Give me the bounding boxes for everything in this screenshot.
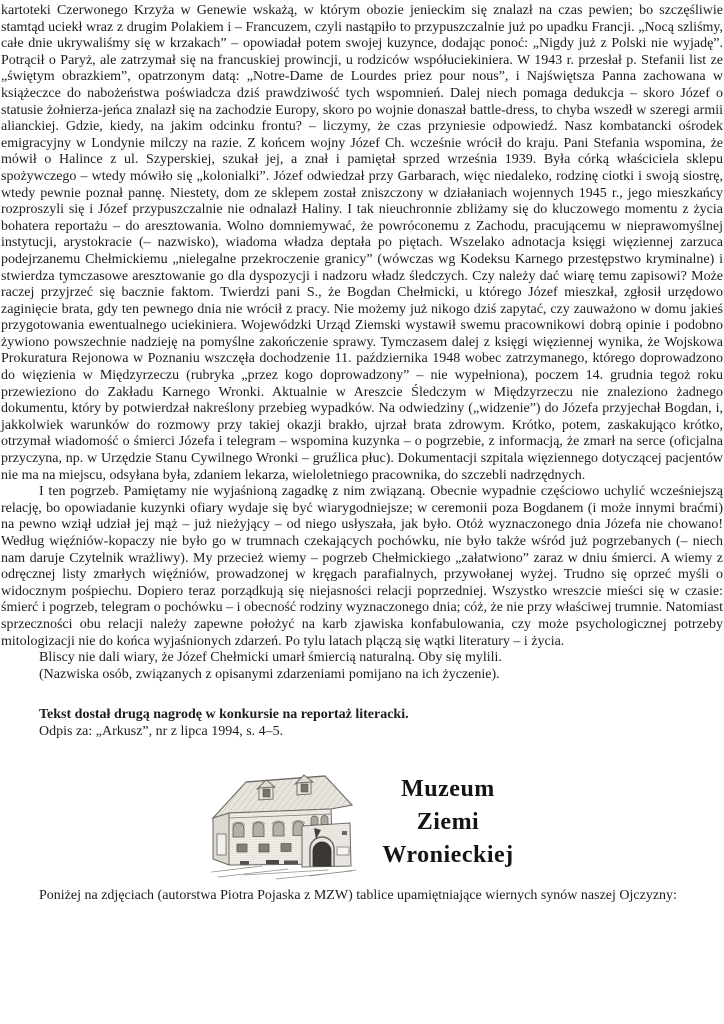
- paragraph-continuation: kartoteki Czerwonego Krzyża w Genewie wskażą, w którym obozie jenieckim się znalazł na czas pewien; bo szczęśliwie stamtąd uciekł wraz z drugim Polakiem i – Francuzem, czyli nastąpiło to przypuszczalnie już po upadku Francji. „Nocą szliśmy, całe dnie ukrywaliśmy się w krzakach” – opowiadał potem swojej kuzynce, dodając ponoć: „Nigdy już z Polski nie wyjadę”. Potrącił o Paryż, ale zatrzymał się na francuskiej prowincji, u rodziców współuciekiniera. W 1943 r. przesłał p. Stefanii list ze „świętym obrazkiem”, opatrzonym datą: „Notre-Dame de Lourdes priez pour nous”, i Najświętsza Panna zachowana w książeczce do nabożeństwa poświadcza dziś prawdziwość tych wspomnień. Dalej niech pomaga dedukcja – skoro Józef o statusie żołnierza-jeńca znalazł się na zachodzie Europy, skoro po wojnie donaszał battle-dress, to chyba wszedł w szeregi armii alianckiej. Gdzie, kiedy, na jakim odcinku frontu? – liczymy, że czas przyniesie odpowiedź. Nasz kombatancki ośrodek emigracyjny w Londynie milczy na razie. Z końcem wojny Józef Ch. wcześnie wrócił do kraju. Pani Stefania wspomina, że mówił o Halince z ul. Szyperskiej, szukał jej, a znał i pamiętał sprzed września 1939. Była córką właściciela sklepu spożywczego – wtedy mówiło się „kolonialki”. Józef odwiedzał przy Garbarach, więc niedaleko, rodzinę ciotki i swoją siostrę, wtedy pewnie poznał pannę. Niestety, dom ze sklepem został zniszczony w działaniach wojennych 1945 r., jego mieszkańcy rozproszyli się i Józef przypuszczalnie nie odnalazł Haliny. I tak nieuchronnie zbliżamy się do kluczowego momentu z życia bohatera reportażu – do aresztowania. Wolno domniemywać, że powróconemu z Zachodu, pracującemu w nieprawomyślnej instytucji, arystokracie (– nazwisko), wiadoma władza deptała po piętach. Wszelako adnotacja księgi więziennej zarzuca podejrzanemu Chełmickiemu „nielegalne przekroczenie granicy” (wówczas wg Kodeksu Karnego przestępstwo kryminalne) i stwierdza tymczasowe aresztowanie go dla dyspozycji i nadzoru władz śledczych. Czy należy dać wiarę temu zapisowi? Może raczej przyjrzeć się bacznie faktom. Twierdzi pani S., że Bogdan Chełmicki, u którego Józef mieszkał, zgłosił urzędowo zaginięcie brata, gdy ten pewnego dnia nie wrócił z pracy. Nie możemy już nikogo dziś zapytać, czy zauważono w domu jakieś przygotowania ewentualnego uciekiniera. Wojewódzki Urząd Ziemski wystawił swemu pracownikowi dobrą opinie i podobno żywiono powszechnie nadzieję na pomyślne zakończenie sprawy. Tymczasem dalej z księgi więziennej wynika, że Wojskowa Prokuratura Rejonowa w Poznaniu wszczęła dochodzenie 11. października 1948 wobec zatrzymanego, którego doprowadzono do więzienia w Międzyrzeczu (rubryka „przez kogo doprowadzony” – nie wypełniona), poczem 14. grudnia tegoż roku przewieziono do Zakładu Karnego Wronki. Aktualnie w Areszcie Śledczym w Międzyrzeczu nie znaleziono żadnego dokumentu, który by potwierdzał nakreślony przebieg wypadków. Na odwiedziny („widzenie”) do Józefa przyjechał Bogdan, i, jakkolwiek warunków do rozmowy przy takiej okazji brakło, ujrzał brata zdrowym. Krótko, potem, zaskakująco krótko, otrzymał wiadomość o śmierci Józefa i telegram – wspomina kuzynka – o pogrzebie, z informacją, że zmarł na serce (oficjalna przyczyna, np. w Urzędzie Stanu Cywilnego Wronki – gruźlica płuc). Dokumentacji szpitala więziennego dotyczącej pacjentów nie ma na miejscu, odsyłana była, zdaniem lekarza, wieloletniego pracownika, do szczebli nadrzędnych.: [1, 3, 723, 483]
- museum-name-line-2: Ziemi: [416, 808, 480, 835]
- paragraph-photos-intro: Poniżej na zdjęciach (autorstwa Piotra Pojaska z MZW) tablice upamiętniające wiernych synów naszej Ojczyzny:: [39, 887, 677, 903]
- paragraph-names-note: (Nazwiska osób, związanych z opisanymi zdarzeniami pomijano na ich życzenie).: [39, 666, 500, 682]
- museum-logo: [1, 771, 723, 888]
- footer-text: [1, 888, 723, 905]
- museum-name-line-3: Wronieckiej: [382, 841, 514, 868]
- museum-name: [382, 771, 513, 872]
- museum-building-illustration: [210, 771, 360, 888]
- article-text: [1, 3, 723, 741]
- museum-name-line-1: Muzeum: [401, 775, 495, 802]
- paragraph-funeral: I ten pogrzeb. Pamiętamy nie wyjaśnioną zagadkę z nim związaną. Obecnie wypadnie częściowo uchylić wcześniejszą relację, bo opowiadanie kuzynki ofiary wydaje się być wiarygodniejsze; w ceremonii poza Bogdanem (i może innymi braćmi) na pewno wziął udział jej mąż – już nieżyjący – od niego usłyszała, jak było. Otóż wyznaczonego dnia Józefa nie chowano! Według więźniów-kopaczy nie było go w trumnach czekających pochówku, nie było także wśród już pogrzebanych (– niech nam daruje Czytelnik wrażliwy). My przecież wiemy – pogrzeb Chełmickiego „załatwiono” zaraz w dniu śmierci. A wiemy z odręcznej listy zmarłych więźniów, prowadzonej w kręgach parafialnych, przywołanej wyżej. Trudno się oprzeć myśli o widocznym pośpiechu. Dopiero teraz porządkują się niejasności relacji poprzedniej. Wszystko wreszcie mieści się w czasie: śmierć i pogrzeb, telegram o pochówku – i obecność rodziny wyznaczonego dnia; cóż, że nie przy właściwej trumnie. Natomiast sprzeczności obu relacji należy zapewne położyć na karb zjawiska konfabulowania, czy może psychologicznej potrzeby mitologizacji nie do końca wyjaśnionych zdarzeń. Po tylu latach plączą się wątki literatury – i życia.: [1, 484, 723, 649]
- paragraph-award-note: Tekst dostał drugą nagrodę w konkursie na reportaż literacki.: [39, 707, 409, 723]
- paragraph-source-note: Odpis za: „Arkusz”, nr z lipca 1994, s. 4–5.: [39, 723, 284, 739]
- paragraph-relatives: Bliscy nie dali wiary, że Józef Chełmicki umarł śmiercią naturalną. Oby się mylili.: [39, 650, 502, 666]
- museum-building-sketch-icon: [210, 771, 360, 883]
